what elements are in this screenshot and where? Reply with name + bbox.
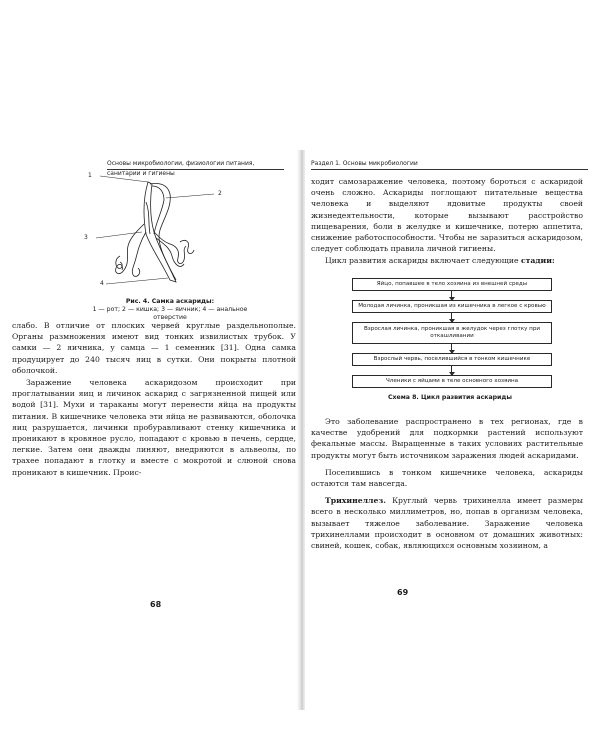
right-bottom-body [311, 416, 583, 551]
trichinella-text: Круглый червь трихинелла имеет размеры всего в несколько миллиметров, но, попав в организм человека, вызывает тяжелое заболевание. Заражение человека трихинеллами происходит в основном от домашних животных: свиней, кошек, собак, являющихся основным хозяином, а [311, 496, 583, 551]
figure-label-3: 3 [84, 234, 88, 241]
figure-caption-title: Рис. 4. Самка аскариды: [125, 298, 215, 305]
scheme-arrow [451, 344, 452, 353]
cycle-intro-text: Цикл развития аскариды включает следующие [325, 256, 521, 266]
figure-label-4: 4 [100, 280, 104, 287]
ascaris-figure [90, 172, 230, 292]
figure-label-1: 1 [88, 172, 92, 179]
scheme-step: Молодая личинка, проникшая из кишечника в легкое с кровью [352, 300, 552, 313]
figure-label-2: 2 [218, 190, 222, 197]
left-page [12, 150, 298, 710]
trichinella-paragraph [311, 495, 583, 551]
scheme-step: Членики с яйцами в теле основного хозяина [352, 375, 552, 388]
left-body [12, 320, 296, 478]
scheme-arrow [451, 291, 452, 300]
running-head-right: Раздел 1. Основы микробиологии [311, 159, 588, 170]
ascaris-illustration [90, 172, 230, 292]
scheme-step: Яйцо, попавшее в тело хозяина из внешней среды [352, 278, 552, 291]
cycle-intro [311, 255, 583, 266]
paragraph: Это заболевание распространено в тех регионах, где в качестве удобрений для подкормки растений используют фекальные массы. Выращенные в таких условиях растительные продукты могут быть источником заражения людей аскаридами. [311, 417, 583, 460]
scheme-step: Взрослый червь, поселившийся в тонком кишечнике [352, 353, 552, 366]
paragraph: Заражение человека аскаридозом происходит при проглатывании яиц и личинок аскарид с загрязненной пищей или водой [31]. Мухи и тараканы могут перенести яйца на продукты питания. В кишечнике человека эти яйца не развиваются, оболочка яиц разрушается, личинки пробуравливают стенку кишечника и проникают в кровяное русло, попадают с кровью в печень, сердце, легкие. Затем они дважды линяют, внедряются в альвеолы, по трахее попадают в глотку и вместе с мокротой и слюной снова проникают в кишечник. Проис- [12, 378, 296, 477]
right-top-body [311, 176, 583, 267]
trichinella-term: Трихинеллез. [325, 496, 386, 506]
figure-caption [80, 298, 260, 322]
scheme-arrow [451, 313, 452, 322]
figure-caption-text: 1 — рот; 2 — кишка; 3 — яичник; 4 — анальное отверстие [92, 306, 248, 321]
paragraph: ходит самозаражение человека, поэтому бороться с аскаридой очень сложно. Аскариды поглощают питательные вещества человека и выделяют ядовитые продукты своей жизнедеятельности, которые вызывают расстройство пищеварения, боли в желудке и кишечнике, потерю аппетита, снижение работоспособности. Чтобы не заразиться аскаридозом, следует соблюдать правила личной гигиены. [311, 177, 583, 254]
running-head-left: Основы микробиологии, физиологии питания, санитарии и гигиены [107, 159, 284, 170]
page-number-right: 69 [397, 588, 409, 597]
right-page [305, 150, 588, 710]
scheme-caption: Схема 8. Цикл развития аскариды [388, 394, 512, 401]
cycle-intro-bold: стадии: [520, 256, 555, 266]
paragraph: Поселившись в тонком кишечнике человека, аскариды остаются там навсегда. [311, 467, 583, 489]
paragraph: слабо. В отличие от плоских червей круглые раздельнополые. Органы размножения имеют вид тонких извилистых трубок. У самки — 2 яичника, у самца — 1 семенник [31]. Одна самка продуцирует до 240 тысяч яиц в сутки. Они покрыты плотной оболочкой. [12, 321, 296, 375]
scheme-arrow [451, 366, 452, 375]
scheme-step: Взрослая личинка, проникшая в желудок через глотку при откашливании [352, 322, 552, 344]
page-number-left: 68 [150, 600, 162, 609]
